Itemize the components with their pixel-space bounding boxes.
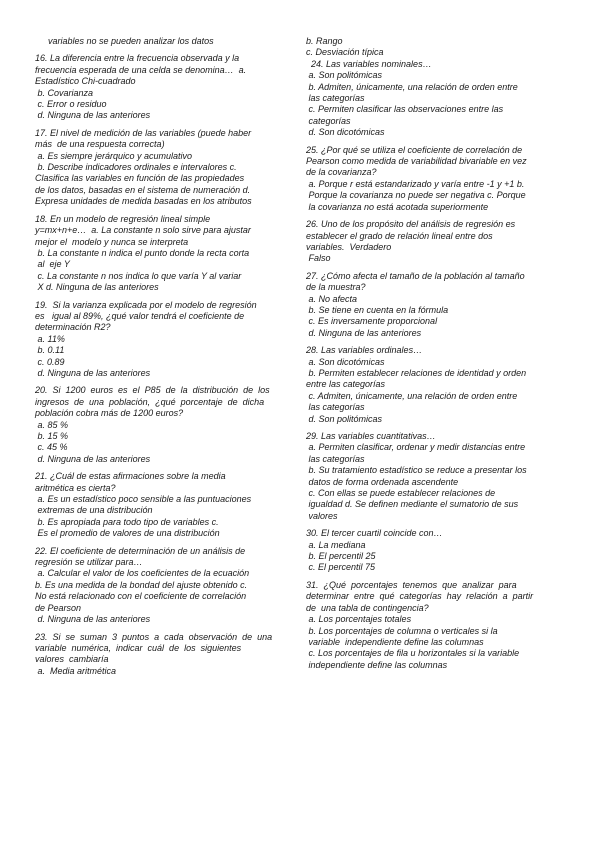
- text-line: b. Permiten establecer relaciones de identidad y orden: [306, 367, 527, 378]
- text-line: 28. Las variables ordinales…: [306, 345, 423, 356]
- text-line: a. Es un estadístico poco sensible a las puntuaciones: [35, 494, 252, 505]
- text-line: regresión se utilizar para…: [35, 557, 143, 568]
- text-line: a. No afecta: [306, 293, 358, 304]
- text-line: Clasifica las variables en función de las propiedades: [35, 173, 245, 184]
- text-line: b. Rango: [306, 36, 343, 46]
- text-line: X d. Ninguna de las anteriores: [35, 282, 159, 293]
- text-line: No está relacionado con el coeficiente de correlación: [35, 591, 247, 602]
- text-line: de los datos, basadas en el sistema de numeración d.: [35, 184, 251, 195]
- text-line: a. Porque r está estandarizado y varía entre -1 y +1 b.: [306, 178, 525, 189]
- text-line: Expresa unidades de medida basadas en los atributos: [35, 196, 252, 207]
- text-line: c. Desviación típica: [306, 47, 384, 58]
- text-line: c. 45 %: [35, 442, 68, 453]
- text-line: a. 85 %: [35, 419, 69, 430]
- text-line: d. Ninguna de las anteriores: [35, 453, 151, 464]
- text-line: 23. Si se suman 3 puntos a cada observación de una: [35, 631, 273, 642]
- text-line: las categorías: [306, 453, 365, 464]
- text-line: Pearson como medida de variabilidad bivariable en vez: [306, 156, 527, 167]
- text-line: b. Los porcentajes de columna o verticales si la: [306, 625, 498, 636]
- text-line: c. 0.89: [35, 356, 65, 367]
- question-15-tail: [35, 36, 287, 47]
- text-line: de la muestra?: [306, 282, 366, 293]
- text-line: c. Error o residuo: [35, 99, 107, 110]
- text-line: a. Permiten clasificar, ordenar y medir distancias entre: [306, 442, 526, 453]
- text-line: 31. ¿Qué porcentajes tenemos que analizar para: [306, 579, 517, 590]
- text-line: aritmética es cierta?: [35, 482, 116, 493]
- text-line: las categorías: [306, 93, 365, 104]
- text-line: valores: [306, 510, 338, 521]
- text-line: b. El percentil 25: [306, 551, 376, 562]
- text-line: Estadístico Chi-cuadrado: [35, 76, 136, 87]
- question-27: [306, 271, 568, 339]
- text-line: b. Es apropiada para todo tipo de variables c.: [35, 516, 219, 527]
- text-line: de Pearson: [35, 602, 82, 613]
- text-line: igualdad d. Se definen mediante el sumatorio de sus: [306, 499, 519, 510]
- text-line: 19. Si la varianza explicada por el modelo de regresión: [35, 299, 257, 310]
- text-line: c. El percentil 75: [306, 562, 376, 573]
- text-line: a. La mediana: [306, 539, 366, 550]
- text-line: Porque la covarianza no puede ser negativa c. Porque: [306, 190, 526, 201]
- text-line: 20. Si 1200 euros es el P85 de la distribución de los: [35, 385, 270, 396]
- text-line: 17. El nivel de medición de las variables (puede haber: [35, 127, 252, 138]
- text-line: ingresos de una población, ¿qué porcentaje de dicha: [35, 396, 265, 407]
- question-31: [306, 580, 568, 671]
- left-column: [35, 36, 287, 677]
- text-line: c. Admiten, únicamente, una relación de orden entre: [306, 390, 518, 401]
- text-line: mejor el modelo y nunca se interpreta: [35, 236, 189, 247]
- text-line: d. Ninguna de las anteriores: [35, 367, 151, 378]
- question-26: [306, 219, 568, 265]
- right-column: [306, 36, 568, 671]
- text-line: a. Calcular el valor de los coeficientes de la ecuación: [35, 568, 250, 579]
- text-line: datos de forma ordenada ascendente: [306, 476, 459, 487]
- question-29: [306, 431, 568, 522]
- question-16: [35, 53, 287, 121]
- text-line: b. 0.11: [35, 345, 65, 356]
- question-30: [306, 528, 568, 574]
- text-line: Falso: [306, 253, 331, 264]
- text-line: c. Permiten clasificar las observaciones entre las: [306, 104, 504, 115]
- text-line: 22. El coeficiente de determinación de un análisis de: [35, 545, 246, 556]
- text-line: c. Con ellas se puede establecer relaciones de: [306, 488, 496, 499]
- text-line: a. Media aritmética: [35, 665, 117, 676]
- text-line: más de una respuesta correcta): [35, 139, 165, 150]
- text-line: determinar entre qué categorías hay relación a partir: [306, 591, 534, 602]
- text-line: y=mx+n+e… a. La constante n solo sirve para ajustar: [35, 225, 251, 236]
- text-line: 18. En un modelo de regresión lineal simple: [35, 213, 211, 224]
- text-line: b. 15 %: [35, 431, 69, 441]
- text-line: 25. ¿Por qué se utiliza el coeficiente de correlación de: [306, 144, 523, 155]
- text-line: 21. ¿Cuál de estas afirmaciones sobre la media: [35, 471, 226, 482]
- text-line: d. Ninguna de las anteriores: [35, 110, 151, 121]
- text-line: d. Son dicotómicas: [306, 127, 385, 138]
- text-line: a. Son dicotómicas: [306, 356, 385, 367]
- text-line: 29. Las variables cuantitativas…: [306, 431, 436, 441]
- text-line: 24. Las variables nominales…: [311, 58, 432, 69]
- text-line: 16. La diferencia entre la frecuencia observada y la: [35, 53, 240, 64]
- text-line: Es el promedio de valores de una distribución: [35, 528, 220, 539]
- text-line: de la covarianza?: [306, 167, 377, 178]
- question-28: [306, 345, 568, 425]
- question-20: [35, 385, 287, 465]
- question-19: [35, 300, 287, 380]
- text-line: a. Los porcentajes totales: [306, 614, 412, 625]
- text-line: a. Es siempre jerárquico y acumulativo: [35, 150, 193, 161]
- text-line: la covarianza no está acotada superiormente: [306, 201, 489, 212]
- text-line: es igual al 89%, ¿qué valor tendrá el coeficiente de: [35, 310, 245, 321]
- text-line: b. Describe indicadores ordinales e intervalores c.: [35, 162, 237, 173]
- text-line: b. La constante n indica el punto donde la recta corta: [35, 247, 250, 258]
- text-line: d. Ninguna de las anteriores: [306, 327, 422, 338]
- text-line: d. Son politómicas: [306, 413, 383, 424]
- text-line: c. Es inversamente proporcional: [306, 316, 438, 327]
- text-line: variable independiente define las columnas: [306, 636, 484, 647]
- text-line: extremas de una distribución: [35, 505, 153, 516]
- text-line: b. Es una medida de la bondad del ajuste obtenido c.: [35, 579, 248, 590]
- text-line: población cobra más de 1200 euros?: [35, 408, 184, 419]
- text-line: b. Admiten, únicamente, una relación de orden entre: [306, 81, 518, 92]
- text-line: 27. ¿Cómo afecta el tamaño de la población al tamaño: [306, 270, 525, 281]
- text-line: independiente define las columnas: [306, 659, 448, 670]
- text-line: entre las categorías: [306, 379, 386, 390]
- text-line: b. Covarianza: [35, 87, 94, 98]
- text-line: variable numérica, indicar cuál de los siguientes: [35, 642, 242, 653]
- text-line: b. Su tratamiento estadístico se reduce a presentar los: [306, 465, 527, 476]
- text-line: c. La constante n nos indica lo que varía Y al variar: [35, 270, 242, 281]
- text-line: b. Se tiene en cuenta en la fórmula: [306, 304, 449, 315]
- question-21: [35, 471, 287, 539]
- question-23-options-and-24: [306, 36, 568, 139]
- text-line: establecer el grado de relación lineal entre dos: [306, 230, 493, 241]
- text-line: 30. El tercer cuartil coincide con…: [306, 528, 443, 539]
- text-line: variables. Verdadero: [306, 241, 392, 252]
- text-line: a. 11%: [35, 333, 65, 344]
- text-line: categorías: [306, 115, 351, 126]
- text-line: las categorías: [306, 402, 365, 413]
- question-17: [35, 128, 287, 208]
- text-line: frecuencia esperada de una celda se denomina… a.: [35, 64, 247, 75]
- question-18: [35, 214, 287, 294]
- text-line: variables no se pueden analizar los datos: [48, 36, 214, 46]
- text-line: valores cambiaría: [35, 654, 109, 665]
- text-line: determinación R2?: [35, 322, 111, 333]
- text-line: c. Los porcentajes de fila u horizontales si la variable: [306, 648, 520, 659]
- text-line: a. Son politómicas: [306, 70, 383, 81]
- text-line: 26. Uno de los propósito del análisis de regresión es: [306, 219, 516, 230]
- question-22: [35, 546, 287, 626]
- question-25: [306, 145, 568, 213]
- text-line: d. Ninguna de las anteriores: [35, 614, 151, 625]
- question-23: [35, 632, 287, 678]
- text-line: de una tabla de contingencia?: [306, 602, 429, 613]
- text-line: al eje Y: [35, 259, 70, 270]
